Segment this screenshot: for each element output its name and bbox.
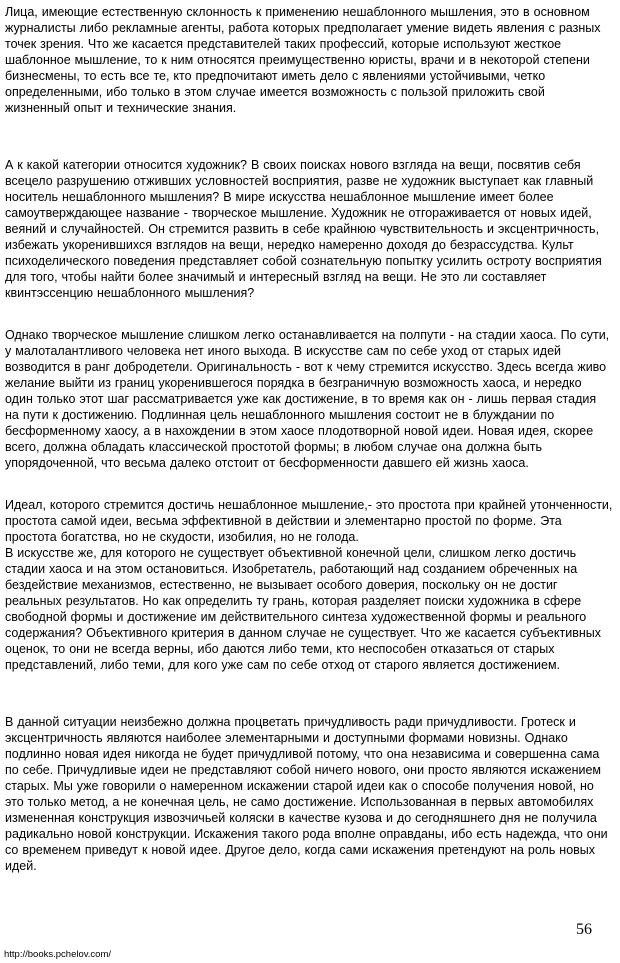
- paragraph-3: Однако творческое мышление слишком легко останавливается на полпути - на стадии хаоса. По сути, у малоталантливого человека нет иного выхода. В искусстве сам по себе уход от старых идей возводится в ранг добродетели. Оригинальность - вот к чему стремится искусство. Здесь всегда живо желание выйти из границ укоренившегося порядка в безграничную возможность хаоса, и нередко один только этот шаг рассматривается уже как достижение, в то время как он - лишь первая стадия на пути к достижению. Подлинная цель нешаблонного мышления состоит не в блуждании по бесформенному хаосу, а в нахождении в этом хаосе плодотворной новой идеи. Новая идея, скорее всего, должна обладать классической простотой формы; в любом случае она должна быть упорядоченной, что весьма далеко отстоит от бесформенности давшего ей жизнь хаоса.: [5, 328, 610, 470]
- paragraph-4: Идеал, которого стремится достичь нешаблонное мышление,- это простота при крайней утонченности, простота самой идеи, весьма эффективной в действии и элементарно простой по форме. Эта простота богатства, но не скудости, изобилия, но не голода.: [5, 498, 613, 544]
- paragraph-2: А к какой категории относится художник? В своих поисках нового взгляда на вещи, посвятив себя всецело разрушению отживших условностей восприятия, разве не художник выступает как главный носитель нешаблонного мышления? В мире искусства нешаблонное мышление имеет более самоутверждающее название - творческое мышление. Художник не отгораживается от новых идей, веяний и случайностей. Он стремится развить в себе крайнюю чувствительность и эксцентричность, избежать укоренившихся взглядов на вещи, нередко намеренно доходя до безрассудства. Культ психоделического поведения представляет собой сознательную попытку усилить остроту восприятия для того, чтобы найти более значимый и интересный взгляд на вещи. Не это ли составляет квинтэссенцию нешаблонного мышления?: [5, 158, 602, 300]
- paragraph-6: В данной ситуации неизбежно должна процветать причудливость ради причудливости. Гротеск и эксцентричность являются наиболее элементарными и доступными формами новизны. Однако подлинно новая идея никогда не будет причудливой потому, что она независима и совершенна сама по себе. Причудливые идеи не представляют собой ничего нового, они просто являются искажением старых. Мы уже говорили о намеренном искажении старой идеи как о способе получения новой, но это только метод, а не конечная цель, не само достижение. Использованная в первых автомобилях измененная конструкция извозчичьей коляски в качестве кузова и до сегодняшнего дня не получила радикально новой конструкции. Искажения такого рода вполне оправданы, ибо есть надежда, что они со временем приведут к новой идее. Другое дело, когда сами искажения претендуют на роль новых идей.: [5, 715, 608, 873]
- footer-url-link[interactable]: http://books.pchelov.com/: [4, 949, 112, 960]
- paragraph-5: В искусстве же, для которого не существует объективной конечной цели, слишком легко достичь стадии хаоса и на этом остановиться. Изобретатель, работающий над созданием обреченных на бездействие механизмов, естественно, не вызывает особого доверия, поскольку он не достиг реальных результатов. Но как определить ту грань, которая разделяет поиски художника в сфере свободной формы и достижение им действительного синтеза художественной формы и реального содержания? Объективного критерия в данном случае не существует. Что же касается субъективных оценок, то они не всегда верны, ибо даются либо теми, кто неспособен отказаться от старых представлений, либо теми, для кого уже сам по себе отход от старого является достижением.: [5, 546, 601, 672]
- page-text: [5, 4, 613, 874]
- paragraph-1: Лица, имеющие естественную склонность к применению нешаблонного мышления, это в основном журналисты либо рекламные агенты, работа которых предполагает умение видеть явления с разных точек зрения. Что же касается представителей таких профессий, которые используют жесткое шаблонное мышление, то к ним относятся преимущественно юристы, врачи и в некоторой степени бизнесмены, то есть все те, кто предпочитают иметь дело с явлениями устойчивыми, четко определенными, ибо только в этом случае имеется возможность с пользой приложить свой жизненный опыт и технические знания.: [5, 5, 601, 115]
- page-number: 56: [576, 921, 592, 938]
